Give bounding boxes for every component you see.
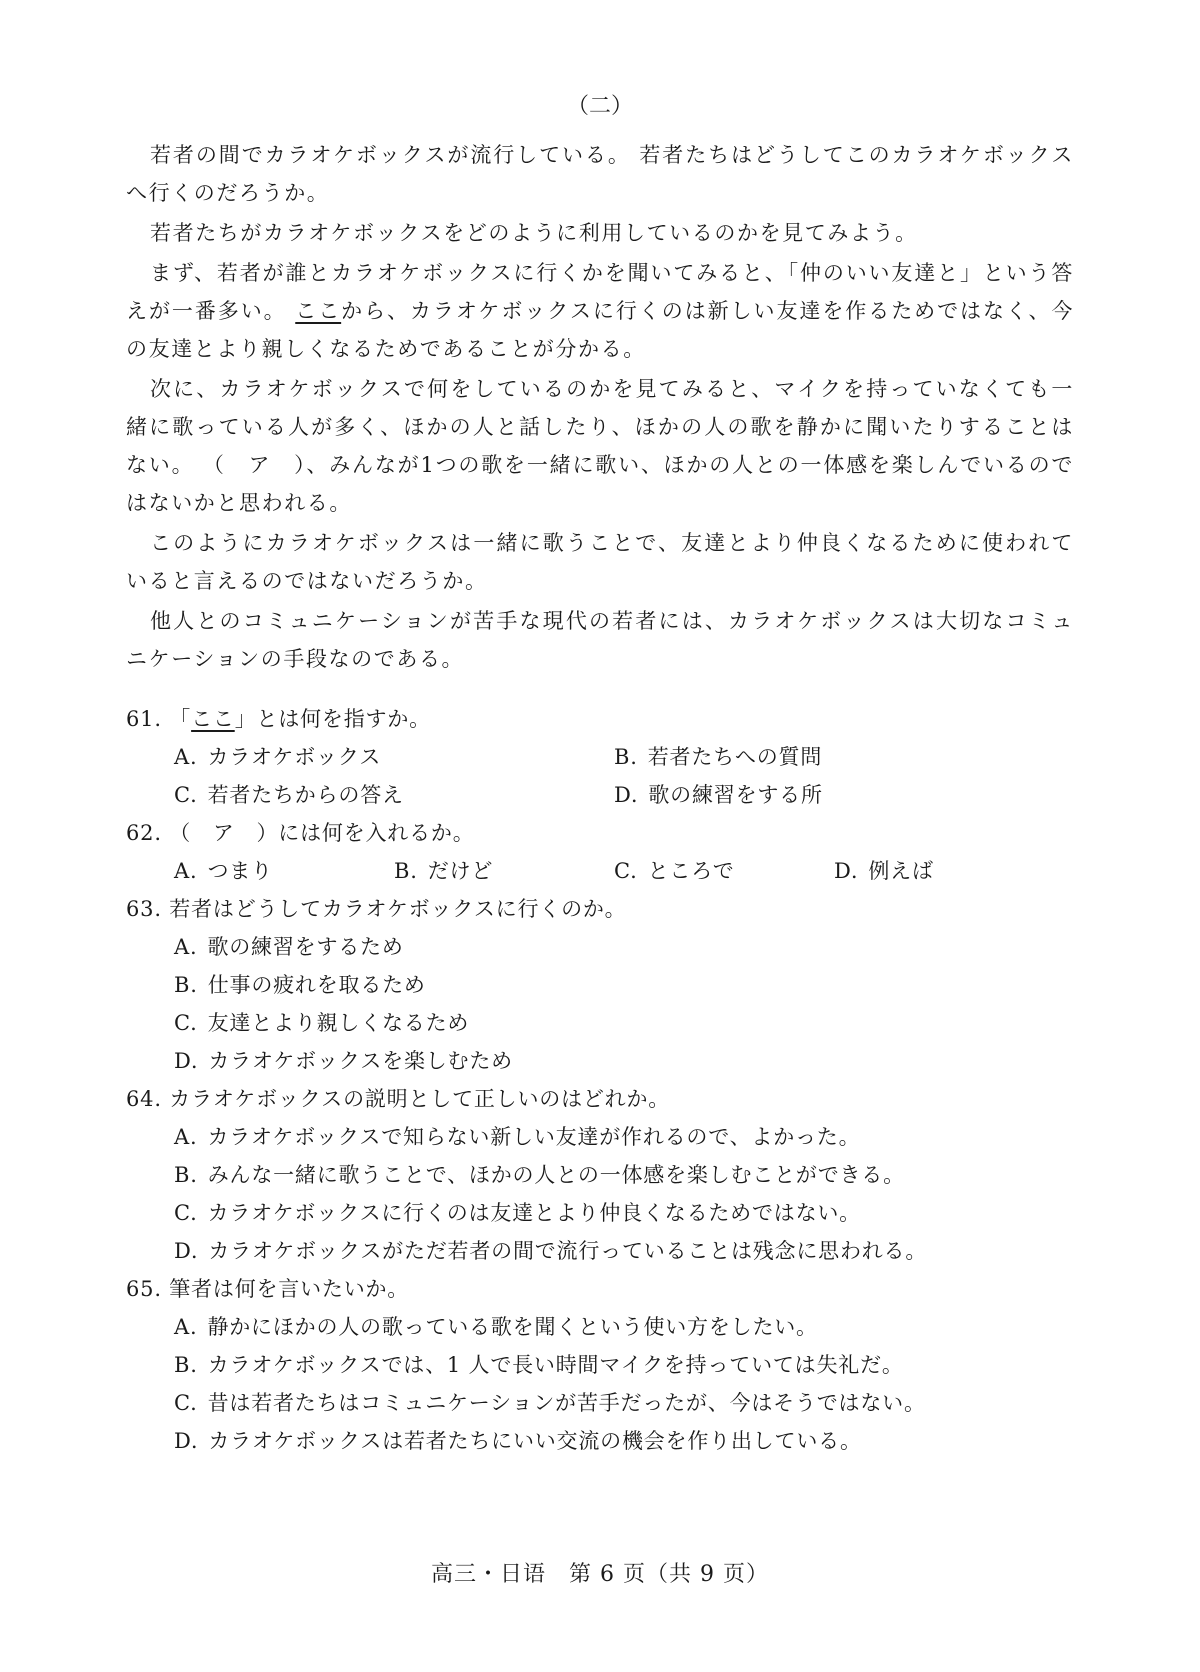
question-stem xyxy=(126,814,1074,852)
option-b xyxy=(174,1156,1074,1194)
option-label: C. xyxy=(174,1391,198,1415)
option-label: D. xyxy=(174,1239,199,1263)
option-label: C. xyxy=(614,859,638,883)
option-label: B. xyxy=(174,1163,198,1187)
option-d xyxy=(614,776,1054,814)
option-c xyxy=(174,1194,1074,1232)
option-text: 若者たちからの答え xyxy=(207,783,404,807)
option-label: C. xyxy=(174,1011,198,1035)
passage-paragraph-1: 若者の間でカラオケボックスが流行している。 若者たちはどうしてこのカラオケボックスへ行くのだろうか。 xyxy=(126,143,1074,205)
options xyxy=(174,928,1074,1080)
option-c xyxy=(174,1004,1074,1042)
question-text: カラオケボックスの説明として正しいのはどれか。 xyxy=(169,1087,671,1111)
reading-passage xyxy=(126,136,1074,680)
options xyxy=(174,1308,1074,1460)
passage-paragraph-5: このようにカラオケボックスは一緒に歌うことで、友達とより仲良くなるために使われていると言えるのではないだろうか。 xyxy=(126,531,1074,593)
option-text: みんな一緒に歌うことで、ほかの人との一体感を楽しむことができる。 xyxy=(207,1163,905,1187)
option-text: 歌の練習をするため xyxy=(207,935,404,959)
option-text: 若者たちへの質問 xyxy=(647,745,823,769)
option-label: B. xyxy=(394,859,418,883)
option-text: つまり xyxy=(207,859,273,883)
section-title: （二） xyxy=(566,94,633,119)
option-c xyxy=(614,852,834,890)
question-61 xyxy=(126,700,1074,814)
option-a xyxy=(174,928,1074,966)
option-d xyxy=(174,1422,1074,1460)
option-label: D. xyxy=(174,1049,199,1073)
question-65 xyxy=(126,1270,1074,1460)
option-text: 静かにほかの人の歌っている歌を聞くという使い方をしたい。 xyxy=(207,1315,818,1339)
question-62 xyxy=(126,814,1074,890)
option-text: 昔は若者たちはコミュニケーションが苦手だったが、今はそうではない。 xyxy=(207,1391,926,1415)
option-text: 例えば xyxy=(868,859,934,883)
question-text: 「 xyxy=(169,707,192,731)
option-label: B. xyxy=(174,973,198,997)
passage-paragraph-4: 次に、カラオケボックスで何をしているのかを見てみると、マイクを持っていなくても一緒に歌っている人が多く、ほかの人と話したり、ほかの人の歌を静かに聞いたりすることはない。 （ ア ）、みんなが1つの歌を一緒に歌い、ほかの人との一体感を楽しんでいるのではないかと思われる。 xyxy=(126,377,1074,515)
option-a xyxy=(174,1308,1074,1346)
option-text: ところで xyxy=(647,859,735,883)
option-label: B. xyxy=(614,745,638,769)
question-text: 筆者は何を言いたいか。 xyxy=(169,1277,410,1301)
option-text: 仕事の疲れを取るため xyxy=(207,973,426,997)
question-stem xyxy=(126,1080,1074,1118)
question-number: 62. xyxy=(126,821,162,845)
option-label: A. xyxy=(174,1315,198,1339)
option-label: C. xyxy=(174,783,198,807)
option-b xyxy=(394,852,614,890)
option-c xyxy=(174,1384,1074,1422)
passage-text: から、カラオケボックスに行くのは新しい友達を作るためではなく、今の友達とより親しくなるためであることが分かる。 xyxy=(126,299,1074,361)
question-text: （ ア ）には何を入れるか。 xyxy=(169,821,475,845)
options xyxy=(174,852,1074,890)
passage-paragraph-3 xyxy=(126,254,1074,368)
option-d xyxy=(834,852,1054,890)
option-b xyxy=(614,738,1054,776)
passage-paragraph-6: 他人とのコミュニケーションが苦手な現代の若者には、カラオケボックスは大切なコミュニケーションの手段なのである。 xyxy=(126,609,1074,671)
option-d xyxy=(174,1042,1074,1080)
question-number: 63. xyxy=(126,897,162,921)
option-a xyxy=(174,738,614,776)
option-c xyxy=(174,776,614,814)
option-text: カラオケボックスを楽しむため xyxy=(208,1049,513,1073)
option-d xyxy=(174,1232,1074,1270)
question-number: 65. xyxy=(126,1277,162,1301)
option-b xyxy=(174,1346,1074,1384)
option-label: B. xyxy=(174,1353,198,1377)
option-label: A. xyxy=(174,1125,198,1149)
option-text: 歌の練習をする所 xyxy=(648,783,823,807)
underlined-word: ここ xyxy=(295,299,342,323)
question-stem xyxy=(126,890,1074,928)
question-63 xyxy=(126,890,1074,1080)
option-label: D. xyxy=(174,1429,199,1453)
page-footer: 高三・日语 第 6 页（共 9 页） xyxy=(431,1562,769,1587)
option-text: だけど xyxy=(427,859,494,883)
question-number: 64. xyxy=(126,1087,162,1111)
option-text: カラオケボックスでは、1 人で長い時間マイクを持っていては失礼だ。 xyxy=(207,1353,904,1377)
question-number: 61. xyxy=(126,707,162,731)
passage-paragraph-2: 若者たちがカラオケボックスをどのように利用しているのかを見てみよう。 xyxy=(150,221,918,245)
passage-text: まず、若者が誰とカラオケボックスに行くかを聞いてみると、「仲のいい友達と」という答えが一番多い。 xyxy=(126,261,1074,323)
option-text: カラオケボックスは若者たちにいい交流の機会を作り出している。 xyxy=(208,1429,862,1453)
option-text: カラオケボックスに行くのは友達とより仲良くなるためではない。 xyxy=(207,1201,861,1225)
option-text: カラオケボックス xyxy=(207,745,382,769)
question-stem xyxy=(126,700,1074,738)
options xyxy=(174,1118,1074,1270)
option-label: A. xyxy=(174,859,198,883)
option-a xyxy=(174,852,394,890)
option-label: A. xyxy=(174,935,198,959)
option-label: C. xyxy=(174,1201,198,1225)
option-text: カラオケボックスがただ若者の間で流行っていることは残念に思われる。 xyxy=(208,1239,928,1263)
option-a xyxy=(174,1118,1074,1156)
option-label: D. xyxy=(614,783,639,807)
question-stem xyxy=(126,1270,1074,1308)
question-text: 若者はどうしてカラオケボックスに行くのか。 xyxy=(169,897,627,921)
underlined-word: ここ xyxy=(191,707,235,731)
question-list xyxy=(126,700,1074,1460)
option-b xyxy=(174,966,1074,1004)
option-label: D. xyxy=(834,859,859,883)
question-64 xyxy=(126,1080,1074,1270)
option-text: 友達とより親しくなるため xyxy=(207,1011,470,1035)
question-text: 」とは何を指すか。 xyxy=(234,707,431,731)
option-label: A. xyxy=(174,745,198,769)
option-text: カラオケボックスで知らない新しい友達が作れるので、よかった。 xyxy=(207,1125,861,1149)
options xyxy=(174,738,1074,814)
